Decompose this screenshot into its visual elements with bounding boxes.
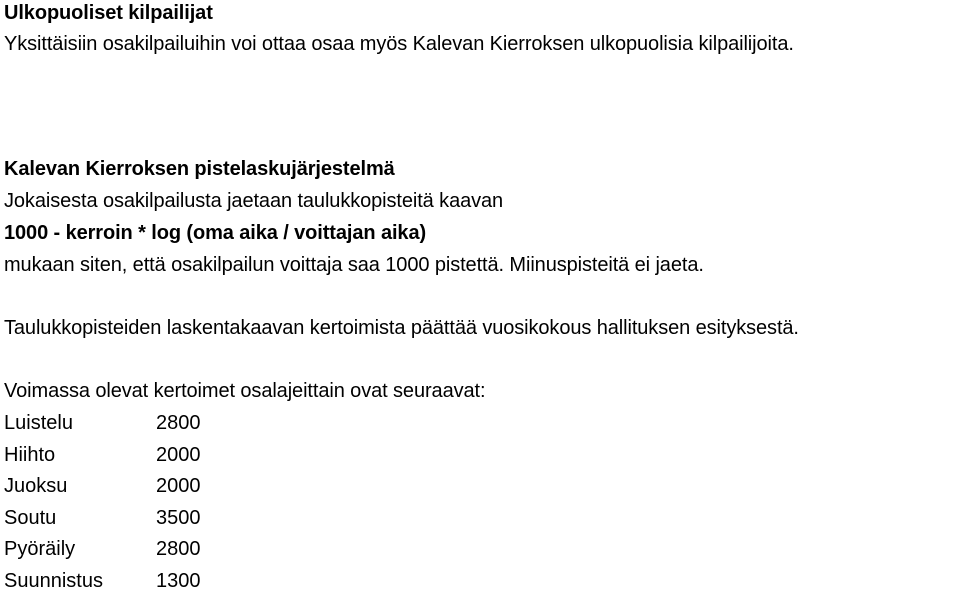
sport-name: Hiihto <box>4 440 156 472</box>
sport-name: Pyöräily <box>4 534 156 566</box>
coefficient-value: 2000 <box>156 471 201 503</box>
table-row <box>4 534 201 566</box>
coefficient-value: 2800 <box>156 408 201 440</box>
coefficient-value: 1300 <box>156 566 201 597</box>
scoring-description: Jokaisesta osakilpailusta jaetaan taulukkopisteitä kaavan <box>4 187 503 215</box>
heading-foreign-competitors: Ulkopuoliset kilpailijat <box>4 0 213 27</box>
scoring-description-continued: mukaan siten, että osakilpailun voittaja saa 1000 pistettä. Miinuspisteitä ei jaeta. <box>4 251 704 279</box>
coefficients-intro: Voimassa olevat kertoimet osalajeittain ovat seuraavat: <box>4 377 485 405</box>
sport-name: Soutu <box>4 503 156 535</box>
sport-name: Juoksu <box>4 471 156 503</box>
table-row <box>4 566 201 597</box>
sport-name: Suunnistus <box>4 566 156 597</box>
table-row <box>4 503 201 535</box>
coefficient-value: 3500 <box>156 503 201 535</box>
coefficient-decision-text: Taulukkopisteiden laskentakaavan kertoimista päättää vuosikokous hallituksen esityksestä. <box>4 314 799 342</box>
coefficients-table <box>4 408 201 597</box>
sport-name: Luistelu <box>4 408 156 440</box>
heading-scoring-system: Kalevan Kierroksen pistelaskujärjestelmä <box>4 155 395 183</box>
table-row <box>4 440 201 472</box>
coefficient-value: 2000 <box>156 440 201 472</box>
coefficient-value: 2800 <box>156 534 201 566</box>
scoring-formula: 1000 - kerroin * log (oma aika / voittajan aika) <box>4 219 426 247</box>
table-row <box>4 471 201 503</box>
table-row <box>4 408 201 440</box>
foreign-competitors-text: Yksittäisiin osakilpailuihin voi ottaa osaa myös Kalevan Kierroksen ulkopuolisia kilpailijoita. <box>4 30 794 58</box>
